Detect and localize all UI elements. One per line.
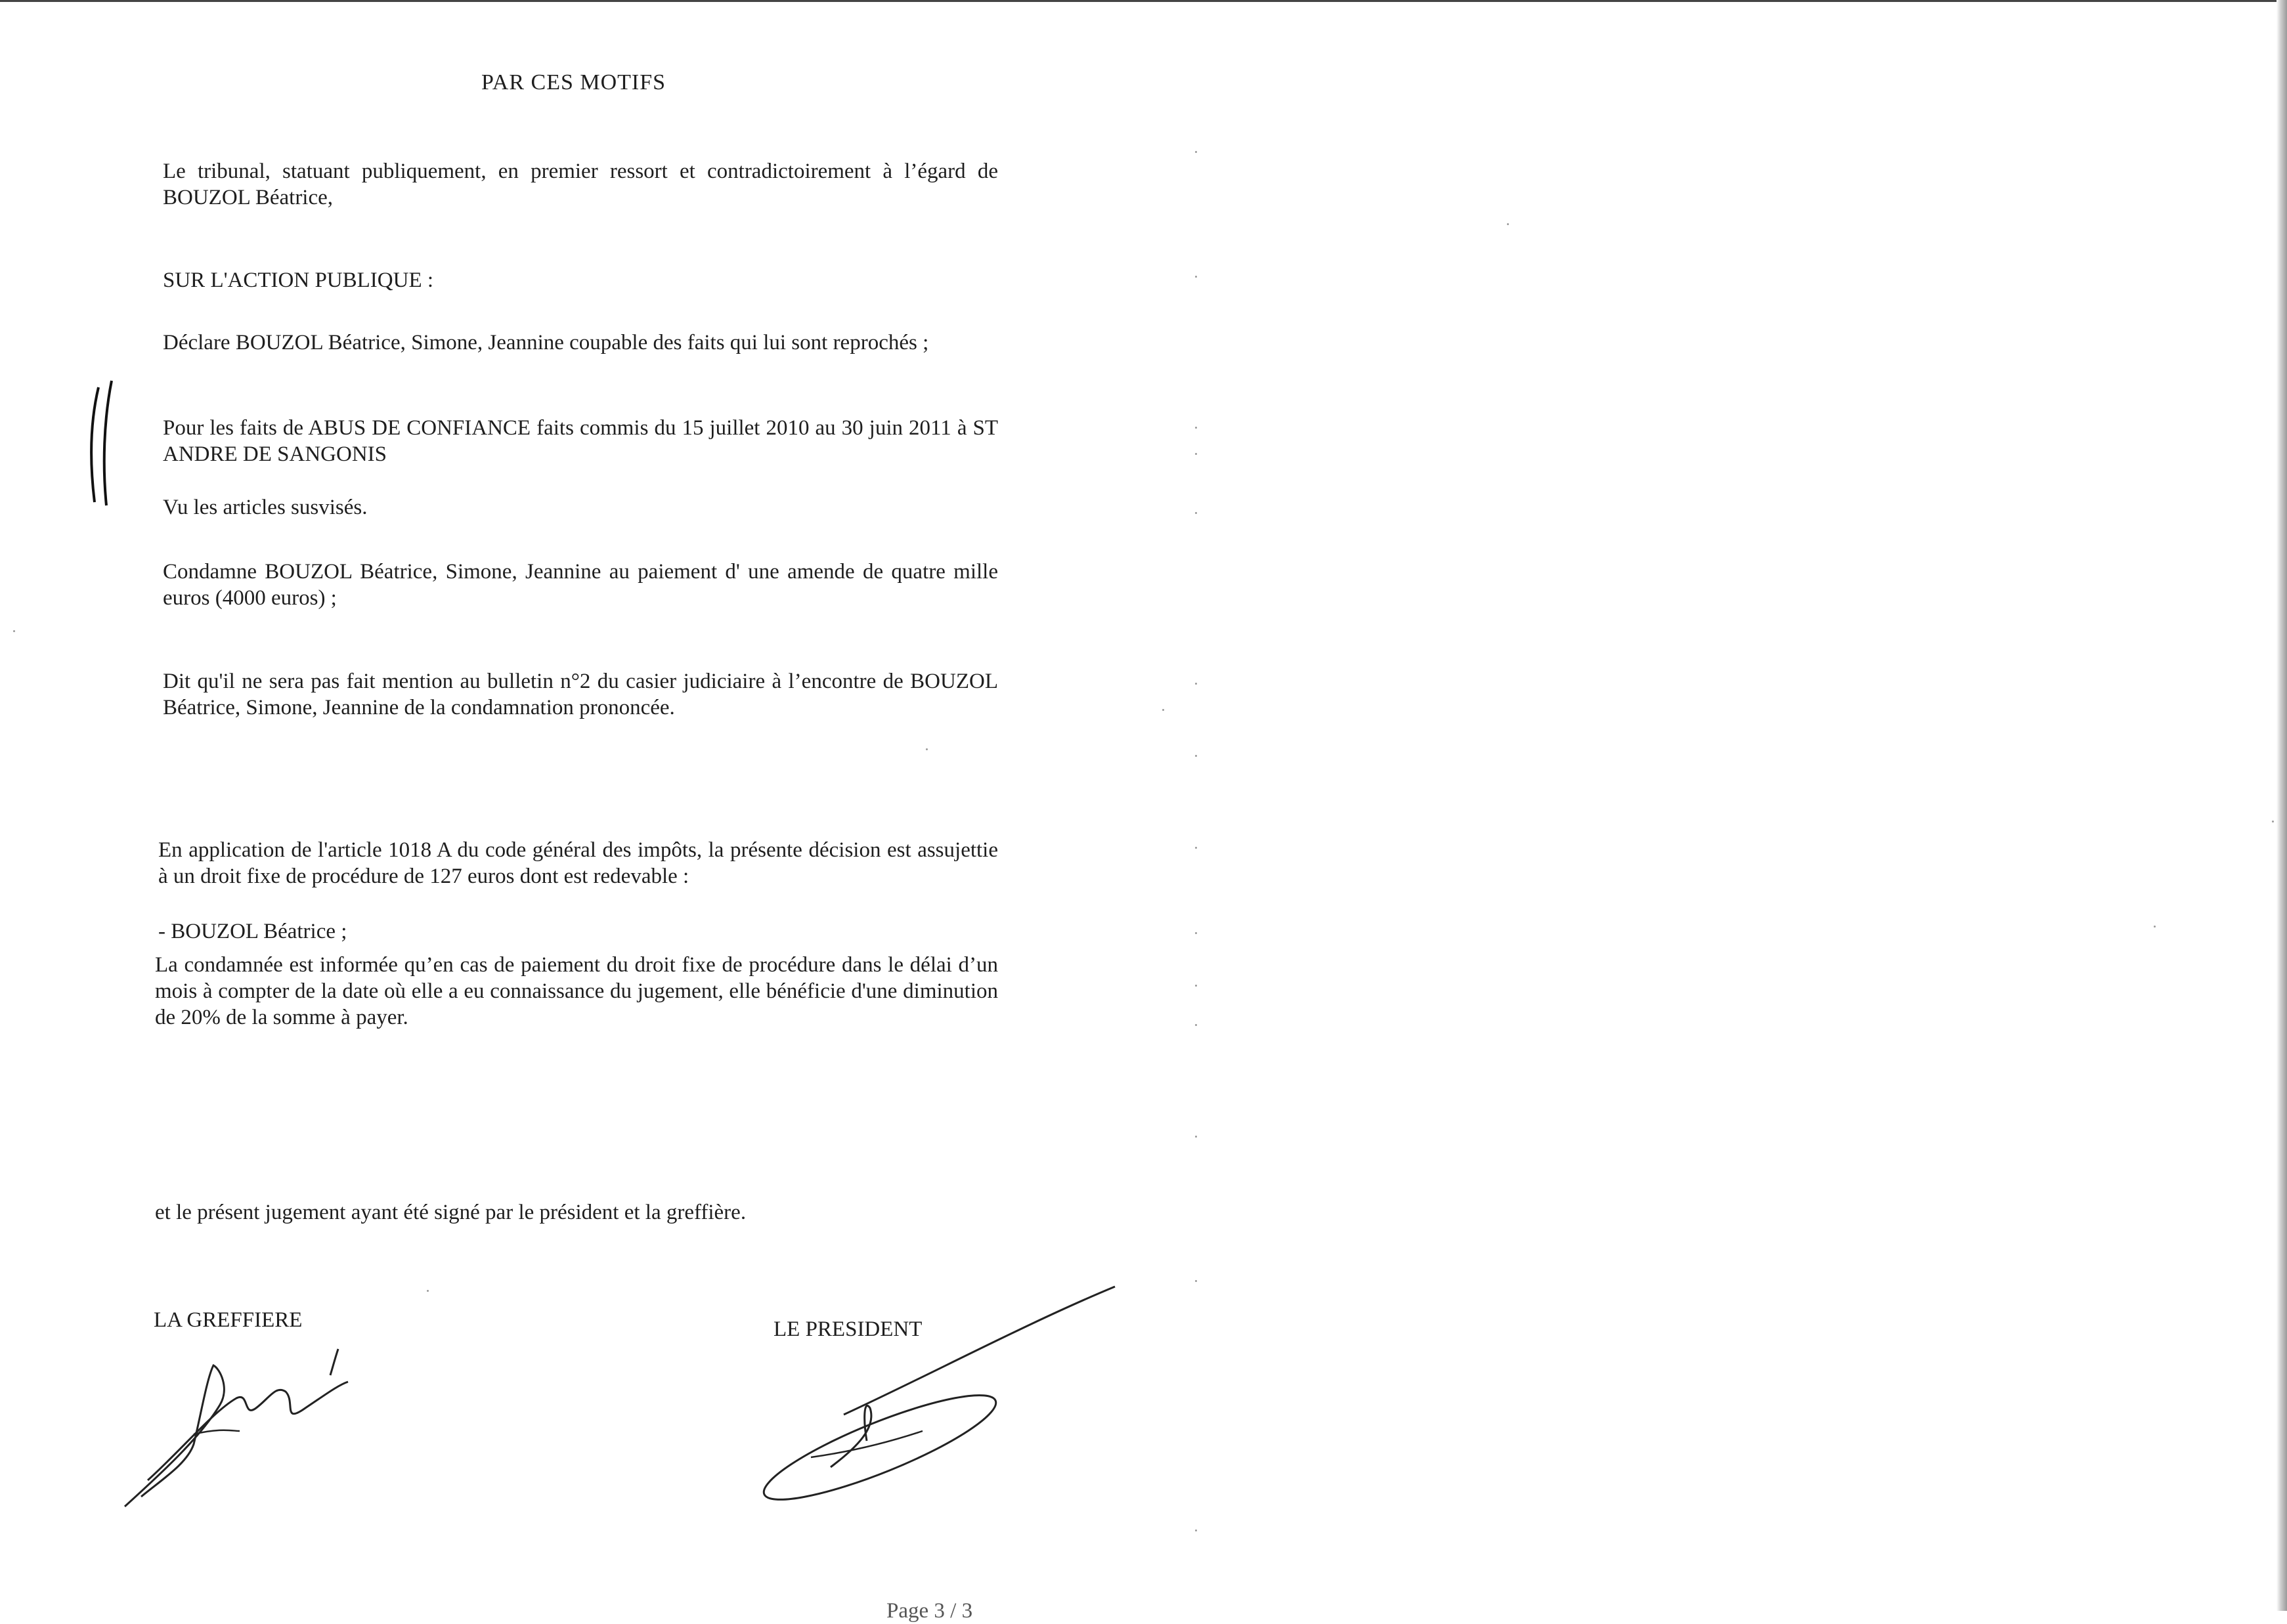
scan-speck (1195, 1136, 1197, 1138)
information-paragraph: La condamnée est informée qu’en cas de paiement du droit fixe de procédure dans le délai d’un mois à compter de la date où elle a eu connaissance du jugement, elle bénéficie d'une diminution de 20% de la somme à payer. (155, 953, 998, 1029)
scan-speck (1507, 223, 1509, 225)
vu-articles: Vu les articles susvisés. (163, 496, 368, 519)
page-title: PAR CES MOTIFS (481, 70, 666, 95)
scan-speck (926, 748, 928, 750)
scan-speck (1195, 1024, 1197, 1026)
scan-speck (2272, 821, 2274, 823)
scan-speck (1195, 453, 1197, 455)
signature-statement: et le présent jugement ayant été signé par le président et la greffière. (155, 1201, 747, 1224)
mention-paragraph: Dit qu'il ne sera pas fait mention au bulletin n°2 du casier judiciaire à l’encontre de BOUZOL Béatrice, Simone, Jeannine de la condamnation prononcée. (163, 670, 998, 719)
scan-speck (1195, 427, 1197, 429)
scan-speck (1195, 755, 1197, 757)
section-title: SUR L'ACTION PUBLIQUE : (163, 268, 434, 292)
scan-speck (1195, 1280, 1197, 1282)
redevable-line: - BOUZOL Béatrice ; (158, 920, 347, 943)
scan-speck (1195, 683, 1197, 685)
greffiere-label: LA GREFFIERE (154, 1308, 303, 1332)
scan-speck (1195, 276, 1197, 278)
application-paragraph: En application de l'article 1018 A du code général des impôts, la présente décision est assujettie à un droit fixe de procédure de 127 euros dont est redevable : (158, 838, 998, 888)
scan-speck (1195, 151, 1197, 153)
scan-speck (1195, 512, 1197, 514)
scan-speck (1195, 1529, 1197, 1531)
scan-speck (1195, 847, 1197, 849)
condamne-paragraph: Condamne BOUZOL Béatrice, Simone, Jeannine au paiement d' une amende de quatre mille euros (4000 euros) ; (163, 560, 998, 610)
president-signature (712, 1283, 1120, 1520)
scan-top-border (0, 0, 2287, 2)
page-number: Page 3 / 3 (886, 1599, 973, 1623)
faits-paragraph: Pour les faits de ABUS DE CONFIANCE faits commis du 15 juillet 2010 au 30 juin 2011 à ST ANDRE DE SANGONIS (163, 416, 998, 466)
declare-paragraph: Déclare BOUZOL Béatrice, Simone, Jeannine coupable des faits qui lui sont reprochés ; (163, 331, 929, 354)
margin-bracket-mark (85, 381, 125, 512)
scan-speck (1195, 932, 1197, 934)
greffiere-signature (121, 1346, 364, 1516)
scan-speck (2154, 926, 2156, 928)
scan-speck (427, 1290, 429, 1292)
scan-speck (1162, 709, 1164, 711)
scan-speck (13, 630, 15, 632)
intro-paragraph: Le tribunal, statuant publiquement, en premier ressort et contradictoirement à l’égard de BOUZOL Béatrice, (163, 160, 998, 209)
scan-right-edge-shadow (2276, 0, 2287, 1611)
scan-speck (1195, 985, 1197, 987)
president-label: LE PRESIDENT (773, 1317, 923, 1341)
